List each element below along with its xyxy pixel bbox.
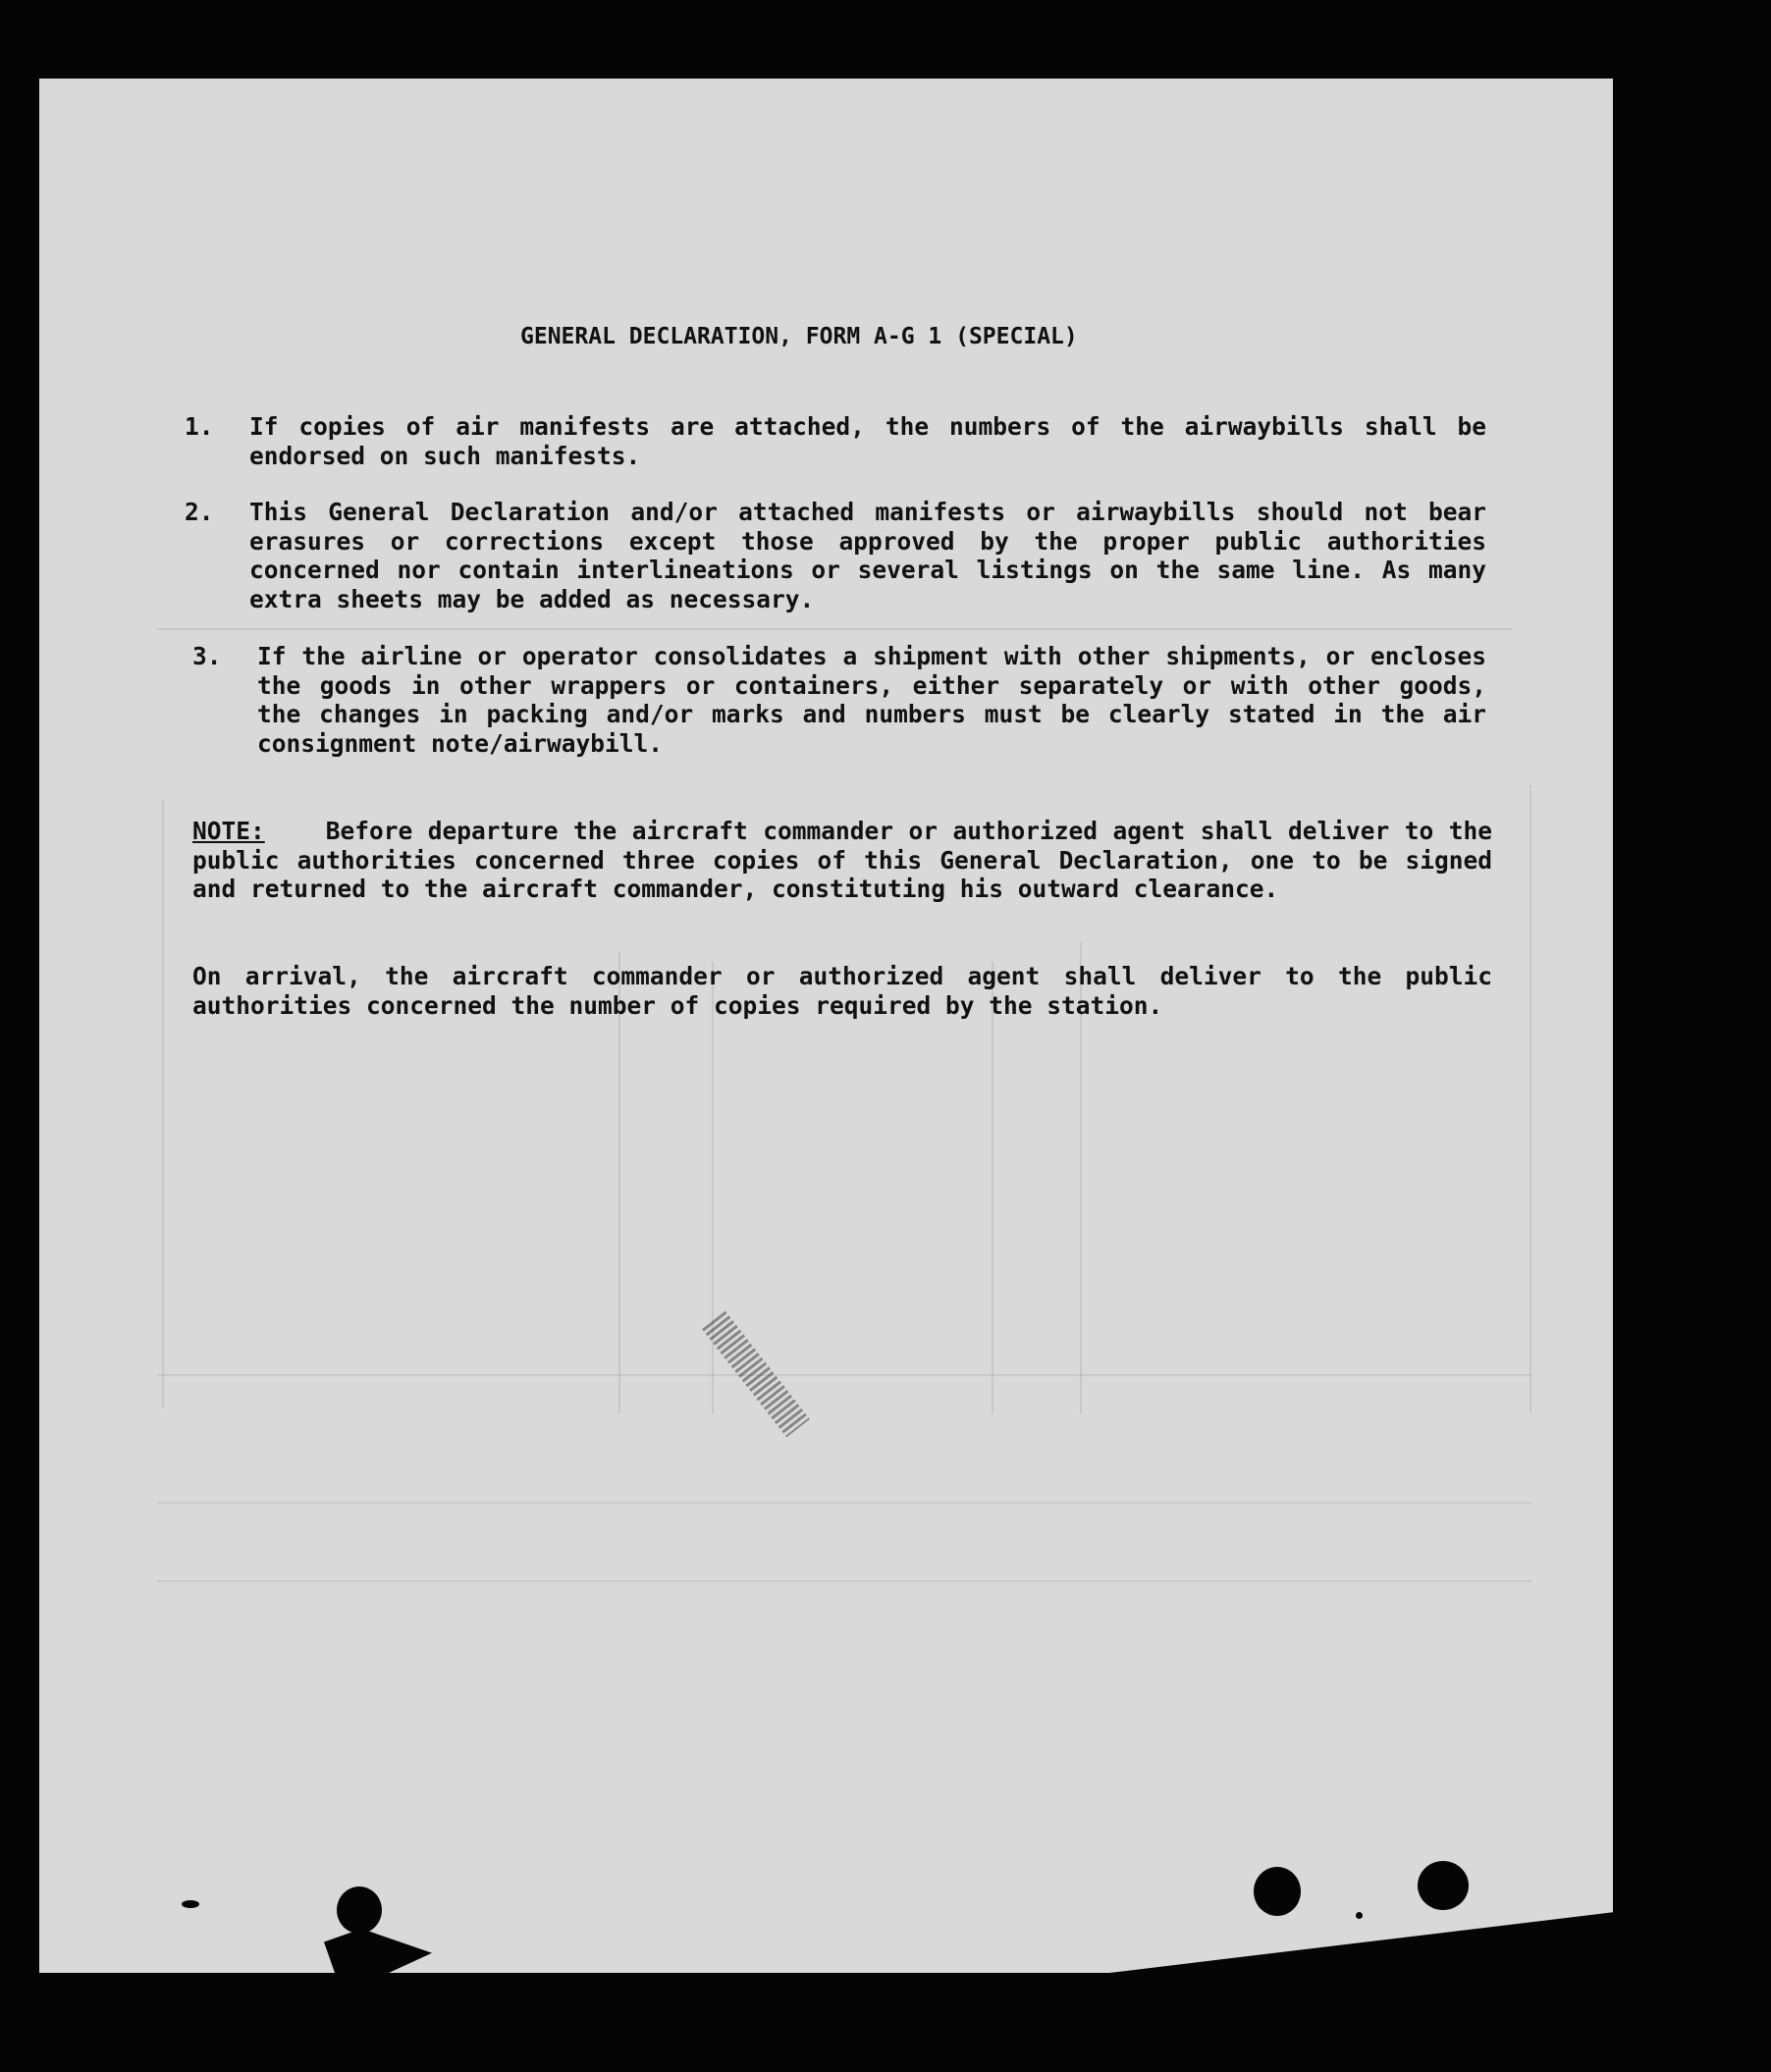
item-number: 2. [185, 498, 214, 526]
note-label: NOTE: [192, 817, 265, 845]
item-number: 1. [185, 412, 214, 441]
item-text: This General Declaration and/or attached manifests or airwaybills should not bear erasures or corrections except those approved by the proper public authorities concerned nor contain interlineations or several listings on the same line. As many extra sheets may be added as necessary. [249, 498, 1486, 613]
note-paragraph [192, 817, 1492, 904]
item-number: 3. [192, 642, 222, 670]
item-text: If copies of air manifests are attached, the numbers of the airwaybills shall be endorsed on such manifests. [249, 412, 1486, 470]
item-text: If the airline or operator consolidates a shipment with other shipments, or encloses the goods in other wrappers or containers, either separately or with other goods, the changes in packing and/or marks and numbers must be clearly stated in the air consignment note/airwaybill. [257, 642, 1486, 758]
arrival-paragraph: On arrival, the aircraft commander or authorized agent shall deliver to the public authorities concerned the number of copies required by the station. [192, 962, 1492, 1020]
note-text: Before departure the aircraft commander or authorized agent shall deliver to the public authorities concerned three copies of this General Declaration, one to be signed and returned to the aircraft commander, constituting his outward clearance. [192, 817, 1492, 903]
page-title: GENERAL DECLARATION, FORM A-G 1 (SPECIAL) [520, 324, 1078, 349]
